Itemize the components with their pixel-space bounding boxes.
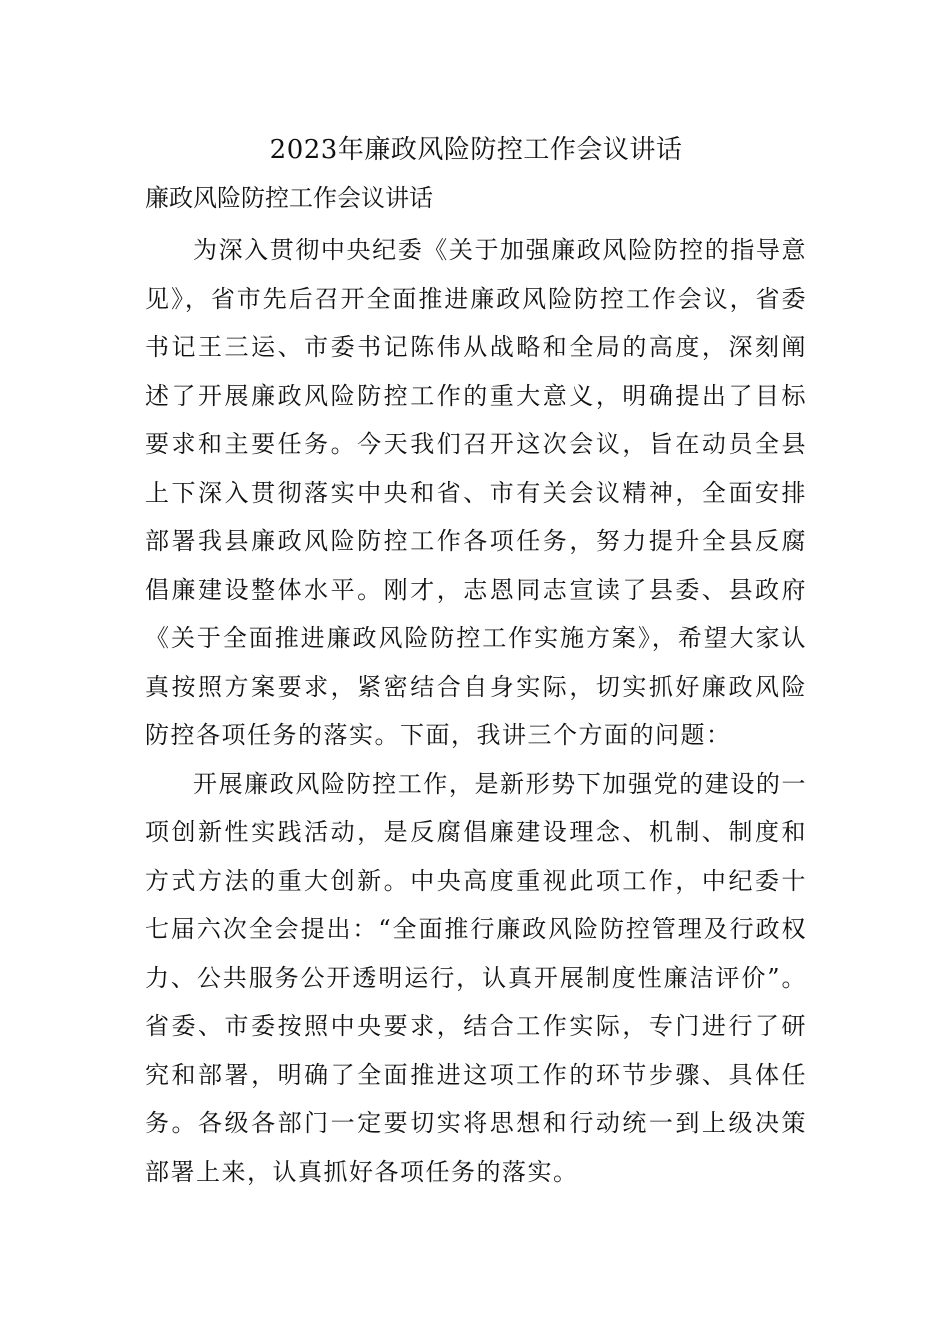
document-title: 2023年廉政风险防控工作会议讲话 — [269, 135, 683, 165]
paragraph-significance: 开展廉政风险防控工作，是新形势下加强党的建设的一项创新性实践活动，是反腐倡廉建设理念、机制、制度和方式方法的重大创新。中央高度重视此项工作，中纪委十七届六次全会提出：“全面推行廉政风险防控管理及行政权力、公共服务公开透明运行，认真开展制度性廉洁评价”。省委、市委按照中央要求，结合工作实际，专门进行了研究和部署，明确了全面推进这项工作的环节步骤、具体任务。各级各部门一定要切实将思想和行动统一到上级决策部署上来，认真抓好各项任务的落实。 — [145, 769, 807, 1186]
paragraph-intro: 为深入贯彻中央纪委《关于加强廉政风险防控的指导意见》，省市先后召开全面推进廉政风险防控工作会议，省委书记王三运、市委书记陈伟从战略和全局的高度，深刻阐述了开展廉政风险防控工作的重大意义，明确提出了目标要求和主要任务。今天我们召开这次会议，旨在动员全县上下深入贯彻落实中央和省、市有关会议精神，全面安排部署我县廉政风险防控工作各项任务，努力提升全县反腐倡廉建设整体水平。刚才，志恩同志宣读了县委、县政府《关于全面推进廉政风险防控工作实施方案》，希望大家认真按照方案要求，紧密结合自身实际，切实抓好廉政风险防控各项任务的落实。下面，我讲三个方面的问题： — [145, 236, 807, 749]
document-body — [145, 128, 807, 1196]
document-subtitle: 廉政风险防控工作会议讲话 — [145, 184, 433, 212]
